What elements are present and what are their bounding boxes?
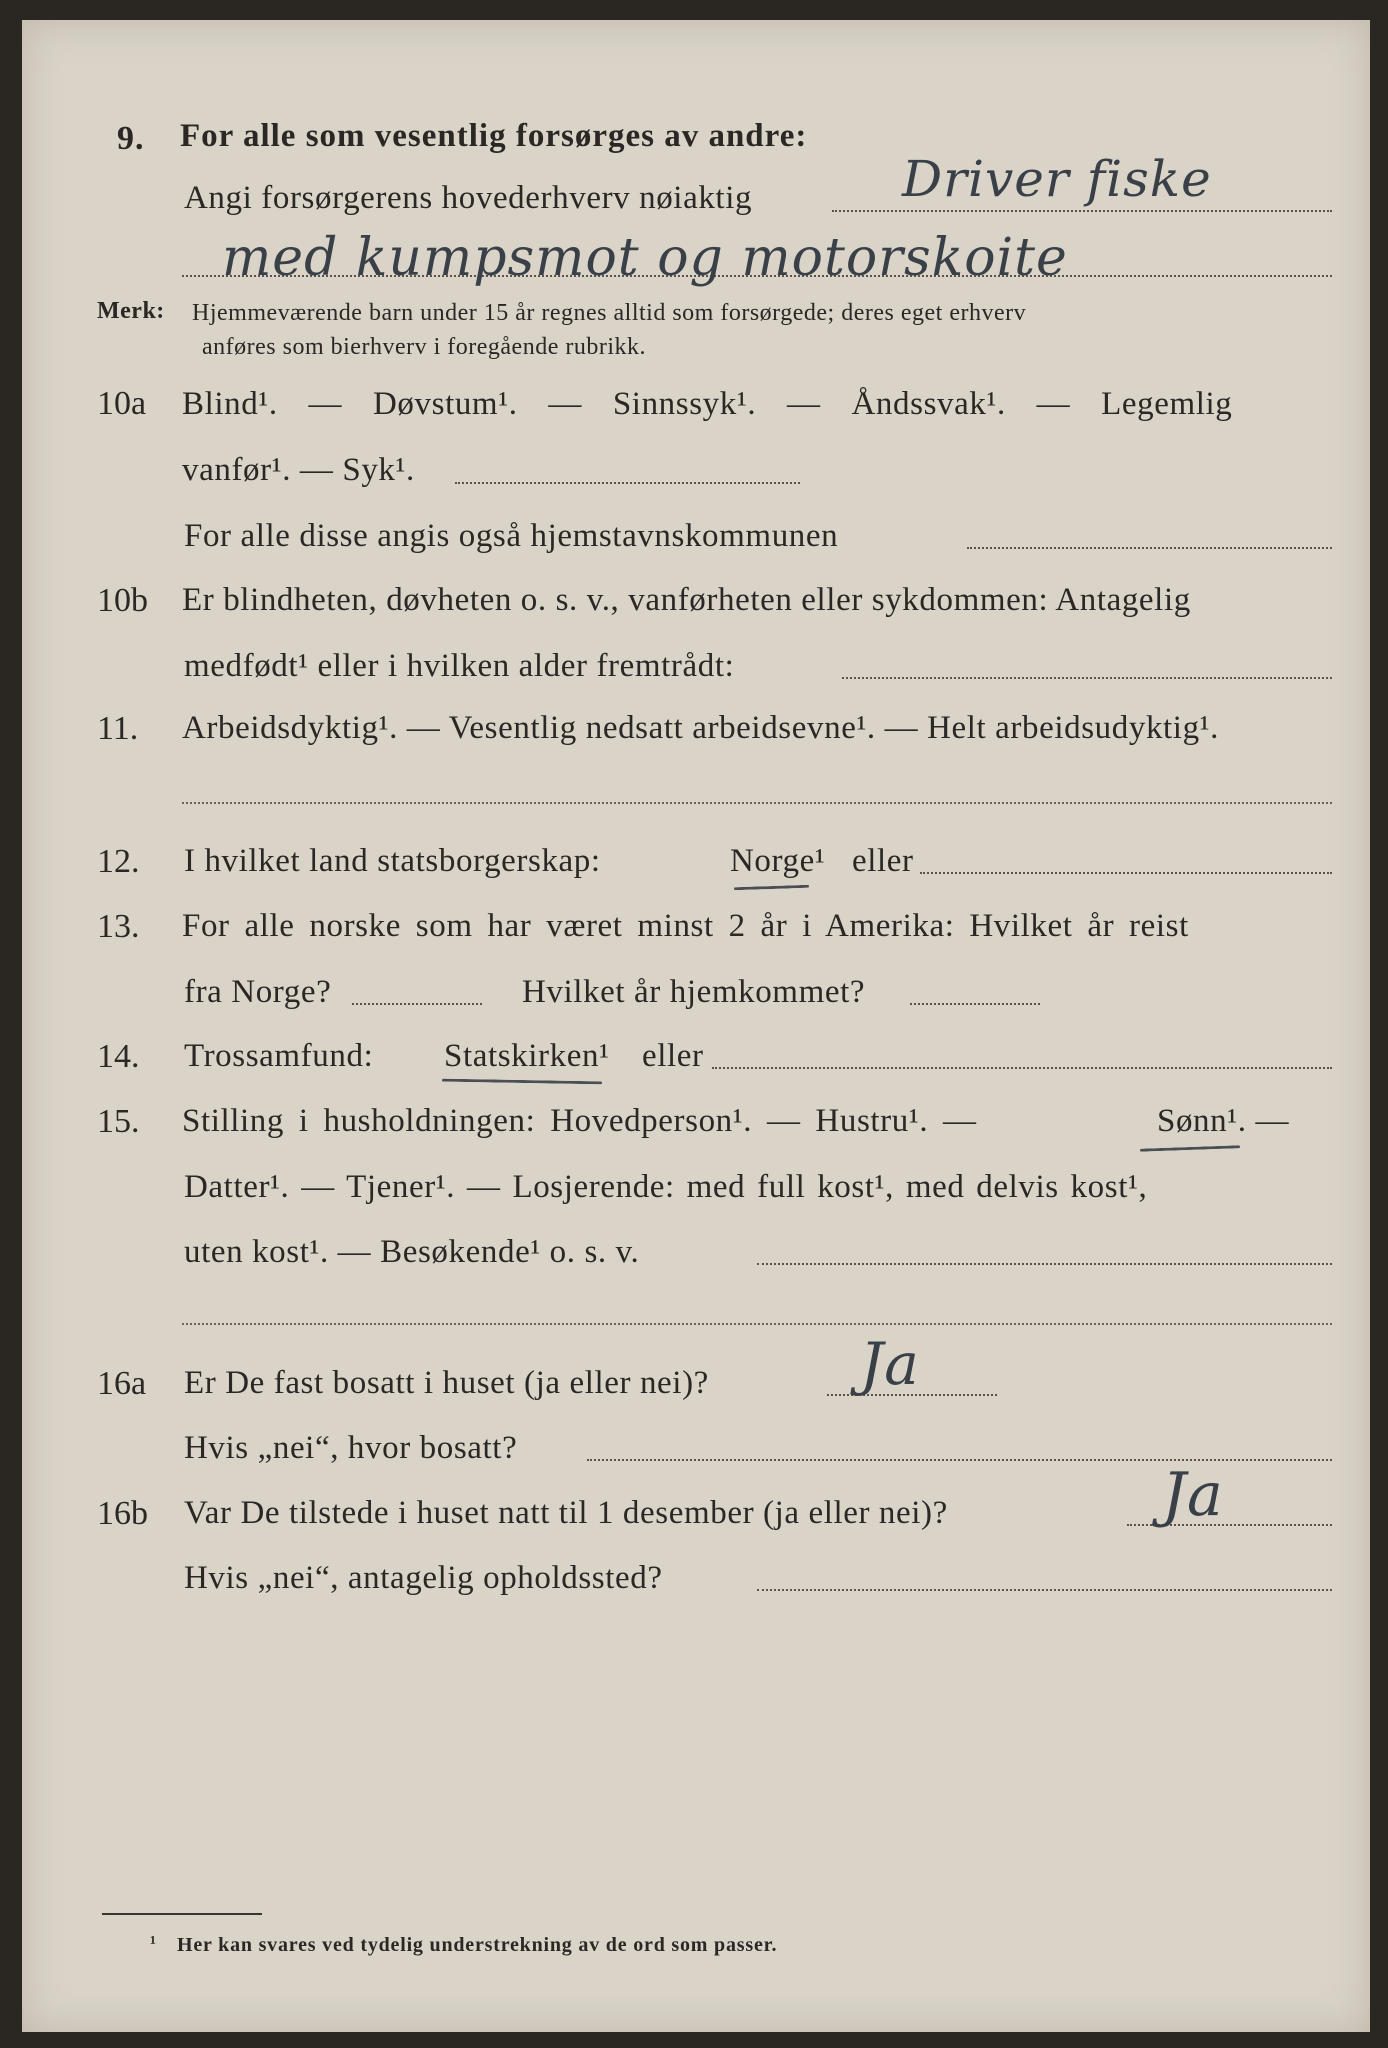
- q15-extra-line: [182, 1323, 1332, 1325]
- q11-line-1: Arbeidsdyktig¹. — Vesentlig nedsatt arbeidsevne¹. — Helt arbeidsudyktig¹.: [182, 710, 1220, 746]
- q16a-line-2: Hvis „nei“, hvor bosatt?: [184, 1430, 518, 1466]
- q15-answer-line: [757, 1263, 1332, 1265]
- q15-option-sonn: Sønn¹. —: [1157, 1103, 1290, 1139]
- merk-line-2: anføres som bierhverv i foregående rubrikk.: [202, 334, 647, 360]
- q15-line-2: Datter¹. — Tjener¹. — Losjerende: med full kost¹, med delvis kost¹,: [184, 1169, 1148, 1205]
- q10b-number: 10b: [97, 582, 148, 619]
- q10a-kommune-line: [967, 547, 1332, 549]
- q15-line-3: uten kost¹. — Besøkende¹ o. s. v.: [184, 1234, 640, 1270]
- q16b-handwritten-answer: Ja: [1162, 1460, 1224, 1530]
- q16a-handwritten-answer: Ja: [860, 1330, 920, 1398]
- q10b-line-1: Er blindheten, døvheten o. s. v., vanførheten eller sykdommen: Antagelig: [182, 582, 1191, 618]
- q9-number: 9.: [117, 120, 145, 157]
- q12-answer-line: [920, 872, 1332, 874]
- q13-number: 13.: [97, 908, 140, 945]
- q14-number: 14.: [97, 1038, 140, 1075]
- q13-line-2b: Hvilket år hjemkommet?: [522, 974, 866, 1010]
- q16b-answer-line: [1127, 1524, 1332, 1526]
- q11-answer-line: [182, 802, 1332, 804]
- q10a-line-3: For alle disse angis også hjemstavnskommunen: [184, 518, 839, 554]
- q12-suffix: eller: [852, 843, 914, 879]
- q10b-answer-line: [842, 677, 1332, 679]
- q16b-line-2: Hvis „nei“, antagelig opholdssted?: [184, 1560, 663, 1596]
- q9-answer-line-1: [832, 210, 1332, 212]
- q12-number: 12.: [97, 843, 140, 880]
- q16b-line-1: Var De tilstede i huset natt til 1 desember (ja eller nei)?: [184, 1495, 948, 1531]
- q14-suffix: eller: [642, 1038, 704, 1074]
- q14-answer-line: [712, 1067, 1332, 1069]
- q10a-number: 10a: [97, 385, 147, 422]
- q16a-number: 16a: [97, 1365, 147, 1402]
- q12-norge-underline: [734, 885, 809, 891]
- q16b-number: 16b: [97, 1495, 148, 1532]
- q15-number: 15.: [97, 1103, 140, 1140]
- q12-prefix: I hvilket land statsborgerskap:: [184, 843, 601, 879]
- q13-reist-line: [352, 1003, 482, 1005]
- q10a-line-2: vanfør¹. — Syk¹.: [182, 452, 415, 488]
- q15-line-1a: Stilling i husholdningen: Hovedperson¹. — Hustru¹. —: [182, 1103, 977, 1139]
- q15-sonn-underline: [1140, 1145, 1240, 1151]
- q11-number: 11.: [97, 710, 139, 747]
- merk-label: Merk:: [97, 298, 165, 324]
- q13-line-2a: fra Norge?: [184, 974, 332, 1010]
- q9-handwritten-answer-2: med kumpsmot og motorskoite: [222, 228, 1068, 288]
- q14-statskirken-underline: [442, 1079, 602, 1085]
- q12-option-norge: Norge¹: [730, 843, 826, 879]
- q13-line-1: For alle norske som har været minst 2 år i Amerika: Hvilket år reist: [182, 908, 1189, 944]
- footnote-text: Her kan svares ved tydelig understrekning av de ord som passer.: [177, 1934, 778, 1956]
- q16b-opholdssted-line: [757, 1589, 1332, 1591]
- q10a-line-1: Blind¹. — Døvstum¹. — Sinnssyk¹. — Åndssvak¹. — Legemlig: [182, 386, 1233, 422]
- q9-handwritten-answer-1: Driver fiske: [902, 150, 1212, 208]
- census-form-page: [22, 20, 1370, 2032]
- q14-prefix: Trossamfund:: [184, 1038, 374, 1074]
- merk-line-1: Hjemmeværende barn under 15 år regnes alltid som forsørgede; deres eget erhverv: [192, 300, 1027, 326]
- q9-label: Angi forsørgerens hovederhverv nøiaktig: [184, 180, 753, 216]
- q9-heading: For alle som vesentlig forsørges av andre:: [180, 118, 808, 154]
- footnote-separator: [102, 1913, 262, 1915]
- q16a-line-1: Er De fast bosatt i huset (ja eller nei)?: [184, 1365, 709, 1401]
- q13-hjemkommet-line: [910, 1003, 1040, 1005]
- q10b-line-2: medfødt¹ eller i hvilken alder fremtrådt:: [184, 648, 735, 684]
- q10a-syk-line: [455, 482, 800, 484]
- footnote-mark: ¹: [150, 1932, 157, 1954]
- q14-option-statskirken: Statskirken¹: [444, 1038, 610, 1074]
